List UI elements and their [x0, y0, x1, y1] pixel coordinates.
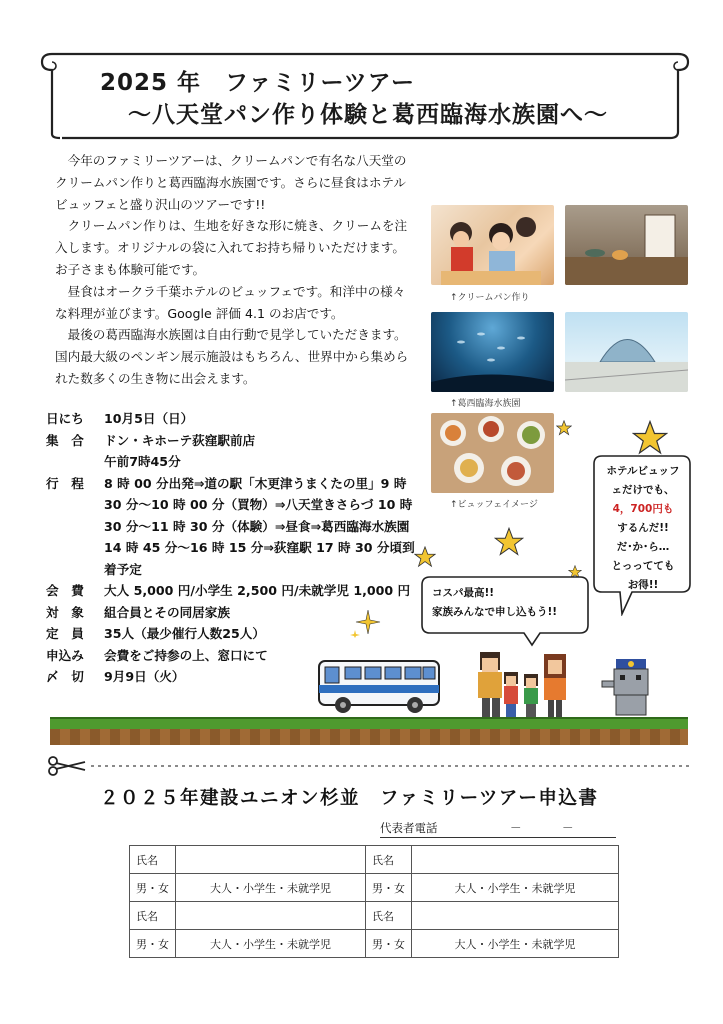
phone-dash: － — [562, 821, 574, 835]
detail-row-fee — [46, 580, 418, 602]
form-title: ２０２５年建設ユニオン杉並 ファミリーツアー申込書 — [100, 788, 599, 809]
grass-ground — [50, 717, 688, 729]
name-label: 氏名 — [130, 846, 176, 874]
detail-value: 会費をご持参の上、窓口にて — [104, 647, 268, 663]
star-icon — [414, 546, 436, 568]
detail-value: 午前7時45分 — [104, 454, 181, 469]
bakery-shop-photo — [565, 205, 688, 285]
table-row — [130, 874, 619, 902]
name-field[interactable] — [412, 846, 619, 874]
category-options[interactable]: 大人・小学生・未就学児 — [412, 930, 619, 958]
detail-value: ドン・キホーテ荻窪駅前店 — [104, 432, 256, 448]
bubble-line: とっってても — [611, 560, 675, 572]
gender-label[interactable]: 男・女 — [130, 930, 176, 958]
phone-dash: － — [510, 821, 522, 835]
detail-value: 8 時 00 分出発⇒道の駅「木更津うまくたの里」9 時 30 分～10 時 00 分（買物）⇒八天堂きさらづ 10 時 30 分～11 時 30 分（体験）⇒昼食⇒葛西臨海水族園 14 時 45 分～16 時 15 分⇒荻窪駅 17 時 30 分頃到着予定 — [104, 475, 415, 577]
soil-ground — [50, 729, 688, 745]
name-label: 氏名 — [366, 846, 412, 874]
detail-value: 組合員とその同居家族 — [104, 604, 230, 620]
bubble-line: お得!! — [627, 579, 659, 591]
detail-label: 集 合 — [46, 432, 84, 448]
bubble-line: コスパ最高!! — [432, 587, 495, 599]
detail-label: 行 程 — [46, 475, 84, 491]
application-form-table — [129, 845, 619, 958]
phone-label: 代表者電話 — [380, 821, 438, 835]
detail-row-date — [46, 408, 418, 430]
bread-making-photo — [431, 205, 554, 285]
bubble-price: 4，700円も — [612, 503, 674, 515]
intro-paragraph: 今年のファミリーツアーは、クリームパンで有名な八天堂のクリームパン作りと葛西臨海水族園です。さらに昼食はホテルビュッフェと盛り沢山のツアーです!! — [55, 153, 407, 212]
detail-label: 日にち — [46, 411, 84, 426]
title-line-2: ～八天堂パン作り体験と葛西臨海水族園へ～ — [128, 102, 608, 128]
gender-label[interactable]: 男・女 — [130, 874, 176, 902]
name-field[interactable] — [176, 902, 366, 930]
caption-aquarium: ↑葛西臨海水族園 — [450, 399, 521, 409]
title-line-1: 2025 年 ファミリーツアー — [100, 70, 415, 96]
star-icon — [556, 420, 572, 436]
intro-paragraph: 最後の葛西臨海水族園は自由行動で見学していただきます。国内最大級のペンギン展示施設はもちろん、世界中から集められた数多くの生き物に出会えます。 — [55, 327, 409, 386]
category-options[interactable]: 大人・小学生・未就学児 — [412, 874, 619, 902]
intro-paragraph: 昼食はオークラ千葉ホテルのビュッフェです。和洋中の様々な料理が並びます。Google 評価 4.1 のお店です。 — [55, 283, 406, 321]
sparkle-icon — [350, 608, 386, 638]
detail-value: 大人 5,000 円/小学生 2,500 円/未就学児 1,000 円 — [104, 583, 411, 598]
bubble-line: 家族みんなで申し込もう!! — [432, 606, 558, 618]
detail-row-meeting — [46, 430, 418, 452]
bubble-line: ホテルビュッフ — [606, 465, 680, 477]
buffet-photo — [431, 413, 554, 493]
detail-value: 10月5日（日） — [104, 411, 194, 426]
star-icon — [632, 420, 668, 456]
intro-text — [55, 150, 417, 390]
tour-details — [46, 408, 418, 688]
aquarium-building-photo — [565, 312, 688, 392]
table-row — [130, 846, 619, 874]
name-field[interactable] — [412, 902, 619, 930]
detail-label: 対 象 — [46, 604, 84, 620]
bubble-line: ェだけでも、 — [611, 484, 675, 496]
speech-bubble-left-text — [432, 584, 557, 622]
detail-value: 35人（最少催行人数25人） — [104, 626, 265, 641]
name-label: 氏名 — [130, 902, 176, 930]
caption-bread: ↑クリームパン作り — [450, 293, 530, 303]
caption-buffet: ↑ビュッフェイメージ — [450, 500, 538, 510]
table-row — [130, 930, 619, 958]
detail-label: 申込み — [46, 647, 84, 663]
detail-label — [46, 451, 104, 473]
category-options[interactable]: 大人・小学生・未就学児 — [176, 930, 366, 958]
bubble-line: だ･か･ら… — [616, 541, 670, 553]
gender-label[interactable]: 男・女 — [366, 874, 412, 902]
cut-line — [45, 756, 690, 776]
gender-label[interactable]: 男・女 — [366, 930, 412, 958]
table-row — [130, 902, 619, 930]
detail-label: 会 費 — [46, 583, 84, 598]
name-label: 氏名 — [366, 902, 412, 930]
bus-illustration — [315, 655, 443, 717]
detail-label: 〆 切 — [46, 669, 84, 684]
mascot-illustration — [600, 655, 662, 717]
detail-row-meeting-time — [46, 451, 418, 473]
detail-value: 9月9日（火） — [104, 669, 185, 684]
star-icon — [494, 527, 524, 557]
family-illustration — [474, 650, 586, 720]
intro-paragraph: クリームパン作りは、生地を好きな形に焼き、クリームを注入します。オリジナルの袋に入れてお持ち帰りいただけます。お子さまも体験可能です。 — [55, 218, 408, 277]
category-options[interactable]: 大人・小学生・未就学児 — [176, 874, 366, 902]
scissors-icon — [49, 757, 85, 775]
aquarium-tank-photo — [431, 312, 554, 392]
detail-label: 定 員 — [46, 626, 84, 641]
bubble-line: するんだ!! — [617, 522, 669, 534]
detail-row-itinerary — [46, 473, 418, 581]
name-field[interactable] — [176, 846, 366, 874]
representative-phone-field[interactable] — [380, 820, 616, 838]
speech-bubble-right-text — [600, 462, 686, 595]
